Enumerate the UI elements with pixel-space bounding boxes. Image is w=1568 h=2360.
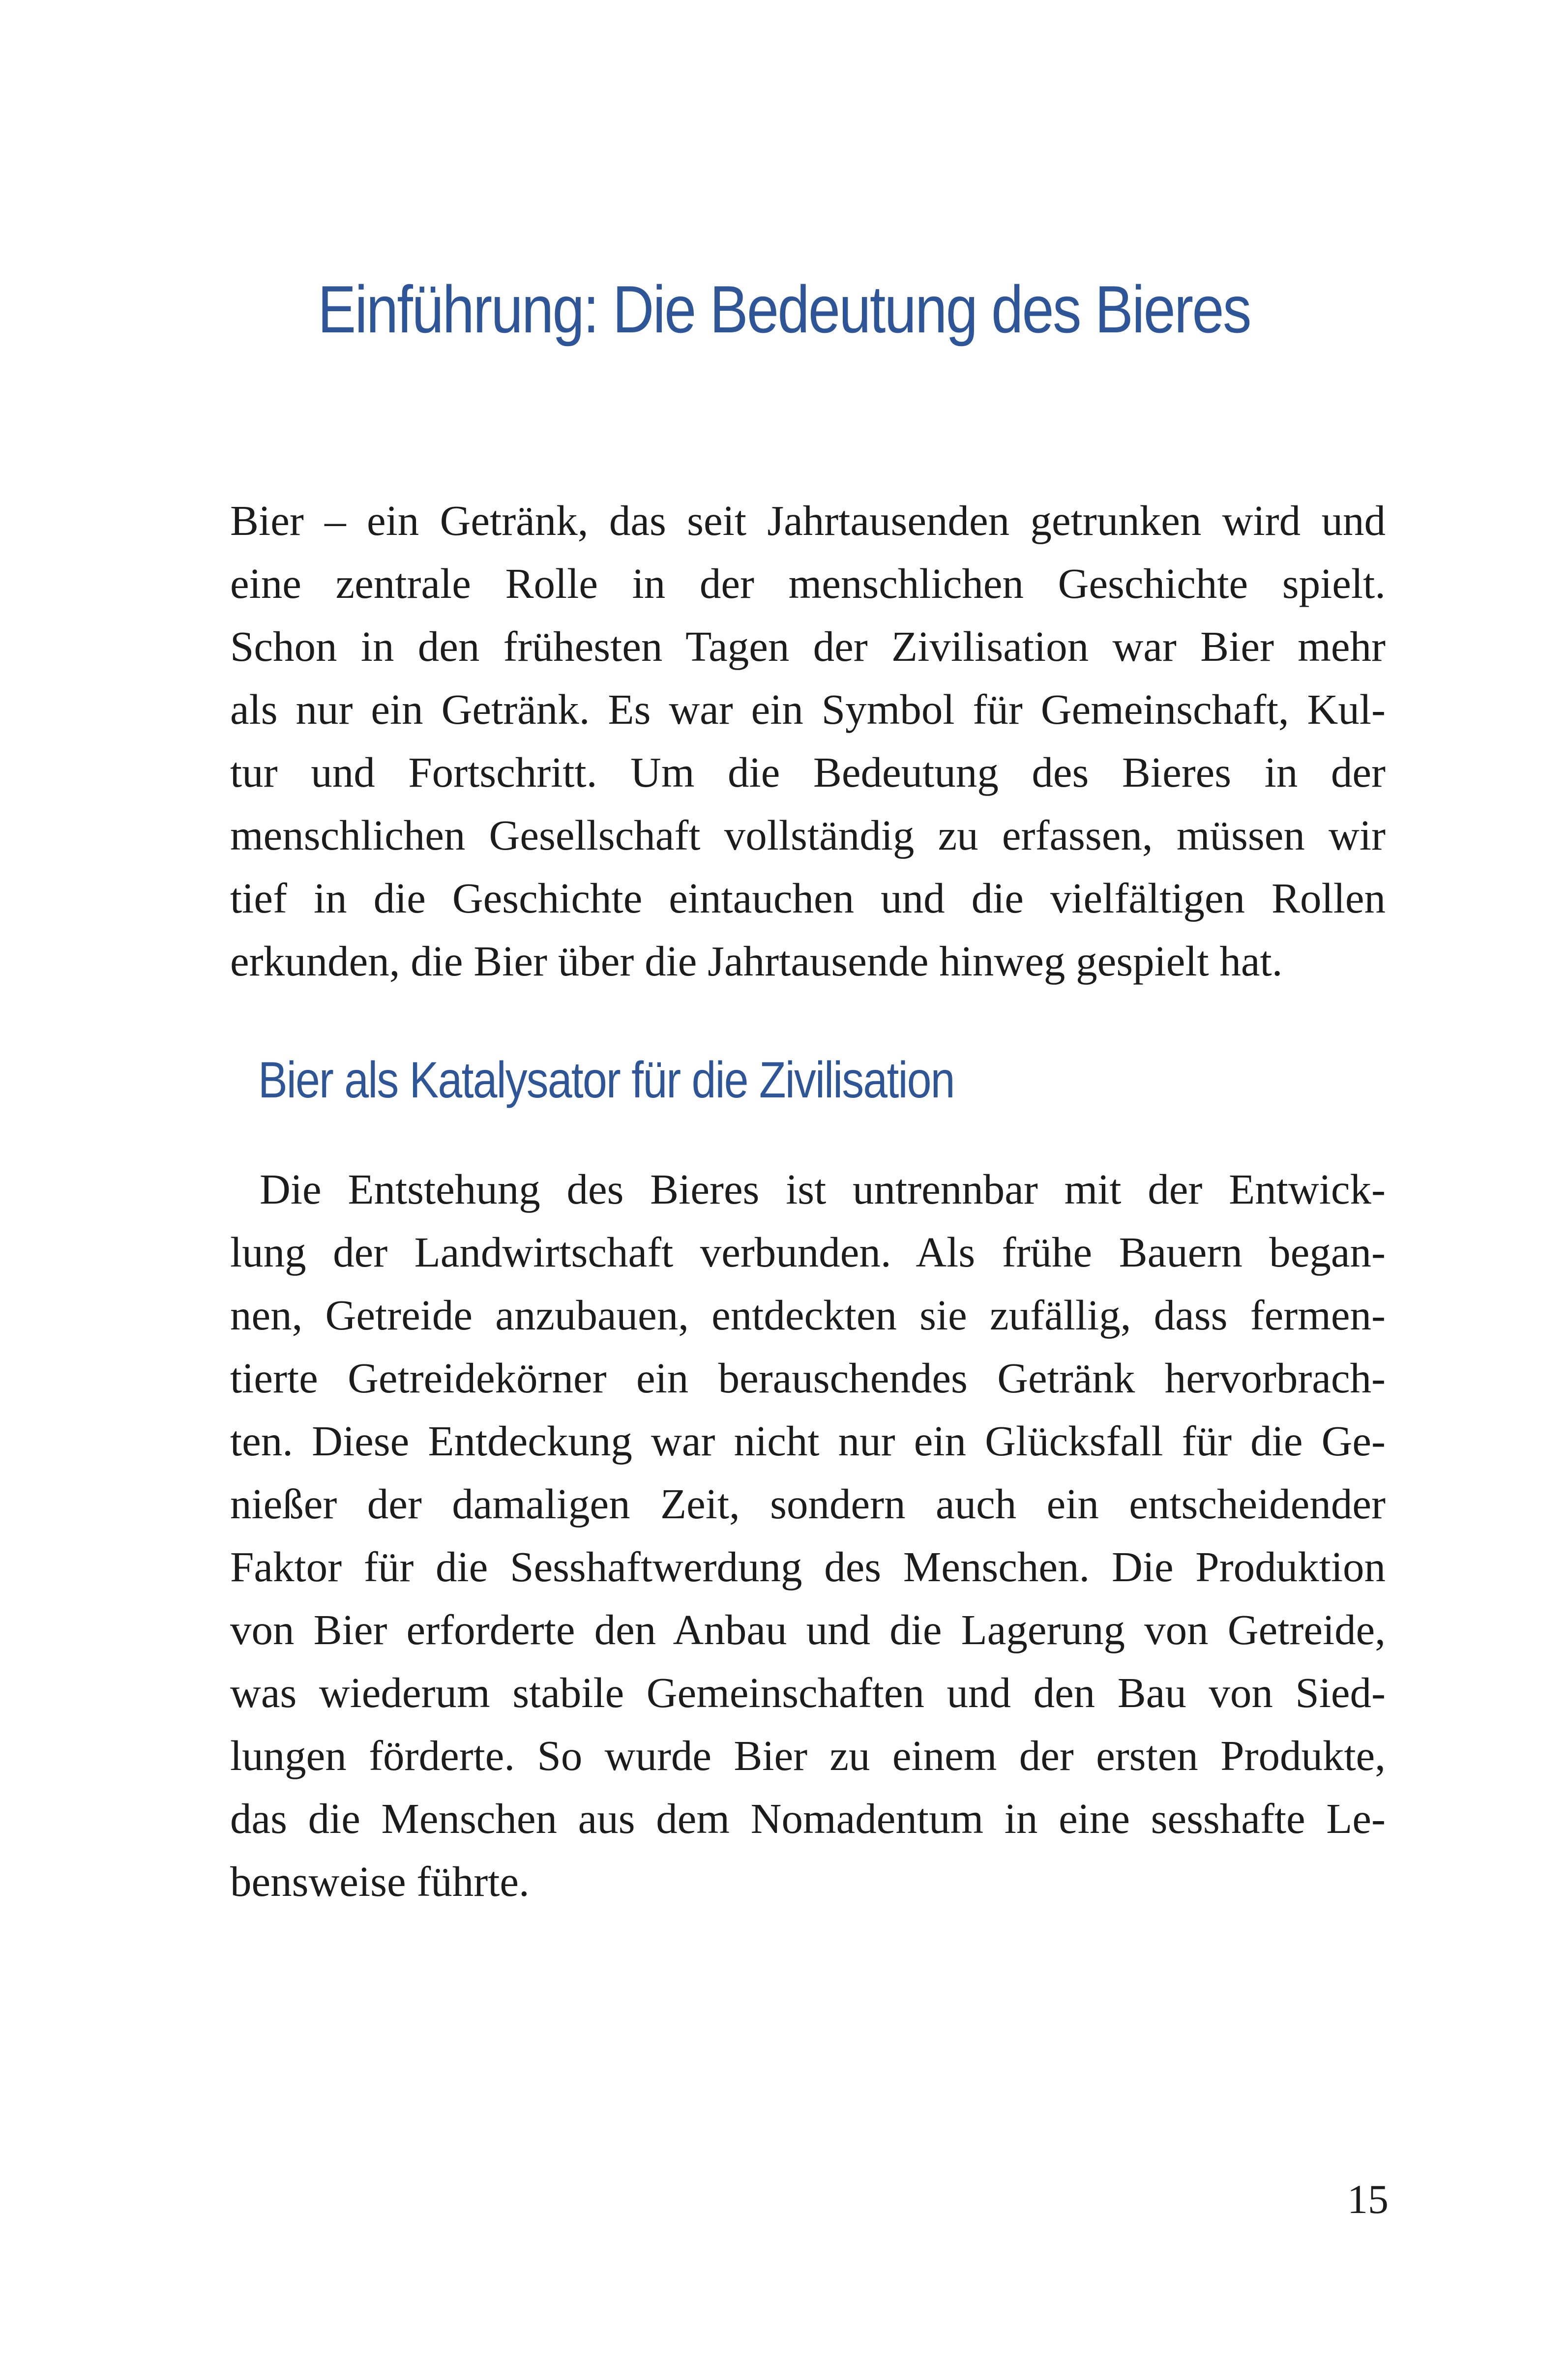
- text-line: nen, Getreide anzubauen, entdeckten sie zufällig, dass fermen-: [230, 1291, 1386, 1339]
- text-line: bensweise führte.: [230, 1858, 530, 1905]
- text-line: eine zentrale Rolle in der menschlichen Geschichte spielt.: [230, 560, 1386, 607]
- text-line: was wiederum stabile Gemeinschaften und den Bau von Sied-: [230, 1669, 1386, 1716]
- text-line: lungen förderte. So wurde Bier zu einem der ersten Produkte,: [230, 1732, 1386, 1779]
- text-line: das die Menschen aus dem Nomadentum in eine sesshafte Le-: [230, 1795, 1386, 1842]
- text-line: tur und Fortschritt. Um die Bedeutung des Bieres in der: [230, 748, 1386, 796]
- text-line: als nur ein Getränk. Es war ein Symbol für Gemeinschaft, Kul-: [230, 685, 1386, 733]
- text-line: Schon in den frühesten Tagen der Zivilisation war Bier mehr: [230, 622, 1386, 670]
- text-line: von Bier erforderte den Anbau und die Lagerung von Getreide,: [230, 1606, 1386, 1653]
- chapter-title: Einführung: Die Bedeutung des Bieres: [318, 272, 1250, 347]
- text-line: ten. Diese Entdeckung war nicht nur ein Glücksfall für die Ge-: [230, 1417, 1386, 1465]
- intro-paragraph: [230, 489, 1386, 993]
- text-line: tief in die Geschichte eintauchen und die vielfältigen Rollen: [230, 874, 1386, 922]
- text-line: menschlichen Gesellschaft vollständig zu erfassen, müssen wir: [230, 811, 1386, 859]
- page-number: 15: [1347, 2177, 1389, 2222]
- text-line: Faktor für die Sesshaftwerdung des Menschen. Die Produktion: [230, 1543, 1386, 1591]
- text-line: Die Entstehung des Bieres ist untrennbar mit der Entwick-: [260, 1165, 1386, 1213]
- section-paragraph: [230, 1158, 1386, 1913]
- text-line: erkunden, die Bier über die Jahrtausende hinweg gespielt hat.: [230, 937, 1283, 985]
- text-line: lung der Landwirtschaft verbunden. Als frühe Bauern began-: [230, 1228, 1386, 1276]
- section-heading: Bier als Katalysator für die Zivilisation: [258, 1052, 954, 1109]
- text-line: Bier – ein Getränk, das seit Jahrtausenden getrunken wird und: [230, 497, 1386, 544]
- text-line: tierte Getreidekörner ein berauschendes Getränk hervorbrach-: [230, 1354, 1386, 1402]
- text-line: nießer der damaligen Zeit, sondern auch ein entscheidender: [230, 1480, 1386, 1528]
